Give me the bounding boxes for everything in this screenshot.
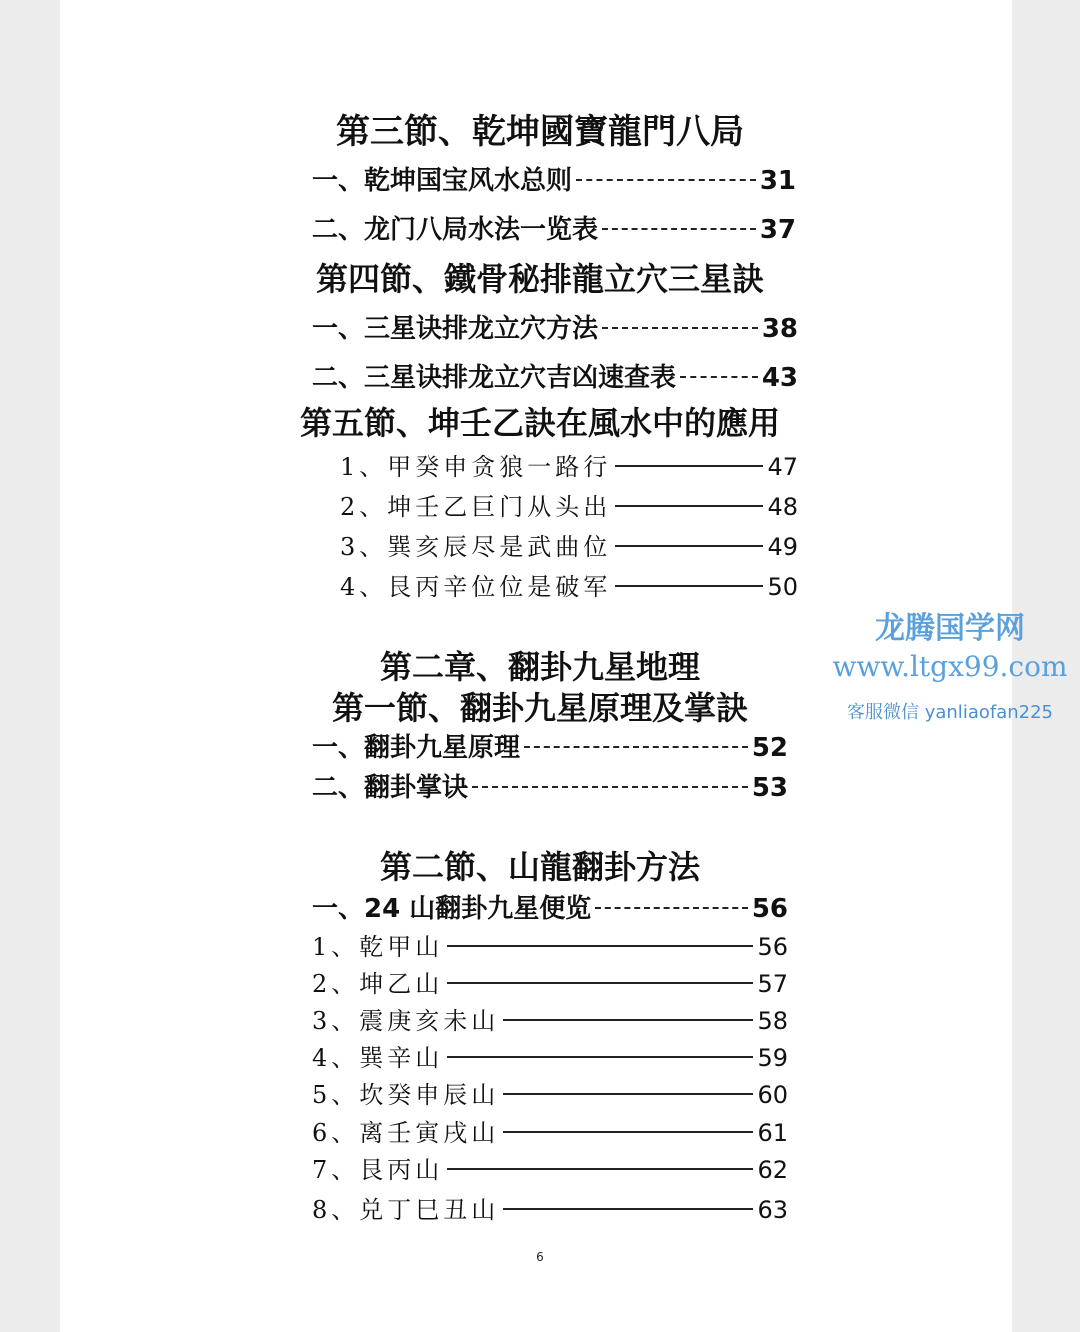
toc-page: 63: [757, 1196, 788, 1224]
toc-label: 二、三星诀排龙立穴吉凶速查表: [312, 363, 677, 393]
section-heading-5: 第五節、坤壬乙訣在風水中的應用: [299, 404, 780, 442]
leader-dots: [524, 746, 748, 748]
toc-label: 6、离壬寅戌山: [312, 1119, 500, 1147]
chapter-heading-2: 第二章、翻卦九星地理: [379, 648, 700, 686]
toc-entry: [340, 527, 798, 562]
watermark-title: 龙腾国学网: [875, 611, 1025, 646]
toc-label: 一、乾坤国宝风水总则: [312, 166, 573, 196]
toc-entry: [340, 487, 798, 522]
toc-entry: [312, 1150, 788, 1185]
toc-entry: [312, 927, 788, 962]
toc-entry: [312, 1190, 788, 1225]
toc-entry: [340, 447, 798, 482]
toc-label: 4、巽辛山: [312, 1044, 444, 1072]
toc-label: 二、龙门八局水法一览表: [312, 215, 599, 245]
toc-entry: [312, 160, 796, 197]
toc-page: 48: [767, 493, 798, 521]
section-heading-1: 第一節、翻卦九星原理及掌訣: [331, 689, 748, 727]
toc-entry: [312, 357, 798, 394]
leader-dots: [602, 228, 756, 230]
toc-entry: [312, 888, 788, 925]
toc-page: 47: [767, 453, 798, 481]
toc-label: 一、三星诀排龙立穴方法: [312, 314, 599, 344]
toc-label: 一、24 山翻卦九星便览: [312, 894, 592, 924]
toc-page: 37: [759, 215, 796, 245]
leader-dots: [595, 907, 748, 909]
toc-page: 53: [751, 773, 788, 803]
toc-page: 59: [757, 1044, 788, 1072]
toc-page: 62: [757, 1156, 788, 1184]
toc-entry: [312, 308, 798, 345]
leader-line: [615, 585, 763, 587]
leader-dots: [472, 786, 748, 788]
toc-page: 57: [757, 970, 788, 998]
leader-line: [503, 1131, 753, 1133]
watermark-contact: 客服微信 yanliaofan225: [847, 702, 1053, 723]
toc-entry: [340, 567, 798, 602]
toc-entry: [312, 727, 788, 764]
leader-line: [447, 1168, 753, 1170]
toc-page: 56: [751, 894, 788, 924]
toc-label: 二、翻卦掌诀: [312, 773, 469, 803]
toc-entry: [312, 1038, 788, 1073]
page-number: 6: [536, 1250, 544, 1264]
toc-page: 61: [757, 1119, 788, 1147]
leader-line: [503, 1208, 753, 1210]
section-heading-3: 第三節、乾坤國寶龍門八局: [336, 112, 744, 152]
toc-label: 2、坤壬乙巨门从头出: [340, 493, 612, 521]
toc-entry: [312, 209, 796, 246]
leader-line: [447, 982, 753, 984]
toc-page: 60: [757, 1081, 788, 1109]
toc-label: 3、震庚亥未山: [312, 1007, 500, 1035]
watermark-url: www.ltgx99.com: [832, 650, 1068, 683]
toc-label: 4、艮丙辛位位是破军: [340, 573, 612, 601]
toc-label: 7、艮丙山: [312, 1156, 444, 1184]
leader-line: [615, 465, 763, 467]
toc-entry: [312, 1113, 788, 1148]
leader-line: [615, 505, 763, 507]
toc-page: 56: [757, 933, 788, 961]
leader-dots: [680, 376, 758, 378]
leader-line: [503, 1093, 753, 1095]
toc-page: 31: [759, 166, 796, 196]
toc-entry: [312, 767, 788, 804]
leader-line: [447, 945, 753, 947]
toc-page: 49: [767, 533, 798, 561]
toc-page: 43: [761, 363, 798, 393]
toc-page: 58: [757, 1007, 788, 1035]
toc-label: 5、坎癸申辰山: [312, 1081, 500, 1109]
toc-entry: [312, 1075, 788, 1110]
toc-label: 8、兑丁巳丑山: [312, 1196, 500, 1224]
leader-line: [503, 1019, 753, 1021]
toc-label: 3、巽亥辰尽是武曲位: [340, 533, 612, 561]
toc-label: 一、翻卦九星原理: [312, 733, 521, 763]
toc-entry: [312, 1001, 788, 1036]
toc-label: 1、乾甲山: [312, 933, 444, 961]
toc-label: 1、甲癸申贪狼一路行: [340, 453, 612, 481]
leader-line: [447, 1056, 753, 1058]
toc-label: 2、坤乙山: [312, 970, 444, 998]
leader-line: [615, 545, 763, 547]
toc-page: 50: [767, 573, 798, 601]
toc-page: 52: [751, 733, 788, 763]
section-heading-4: 第四節、鐵骨秘排龍立穴三星訣: [315, 260, 764, 298]
leader-dots: [576, 179, 756, 181]
section-heading-2: 第二節、山龍翻卦方法: [379, 848, 700, 886]
toc-page: 38: [761, 314, 798, 344]
leader-dots: [602, 327, 758, 329]
toc-entry: [312, 964, 788, 999]
